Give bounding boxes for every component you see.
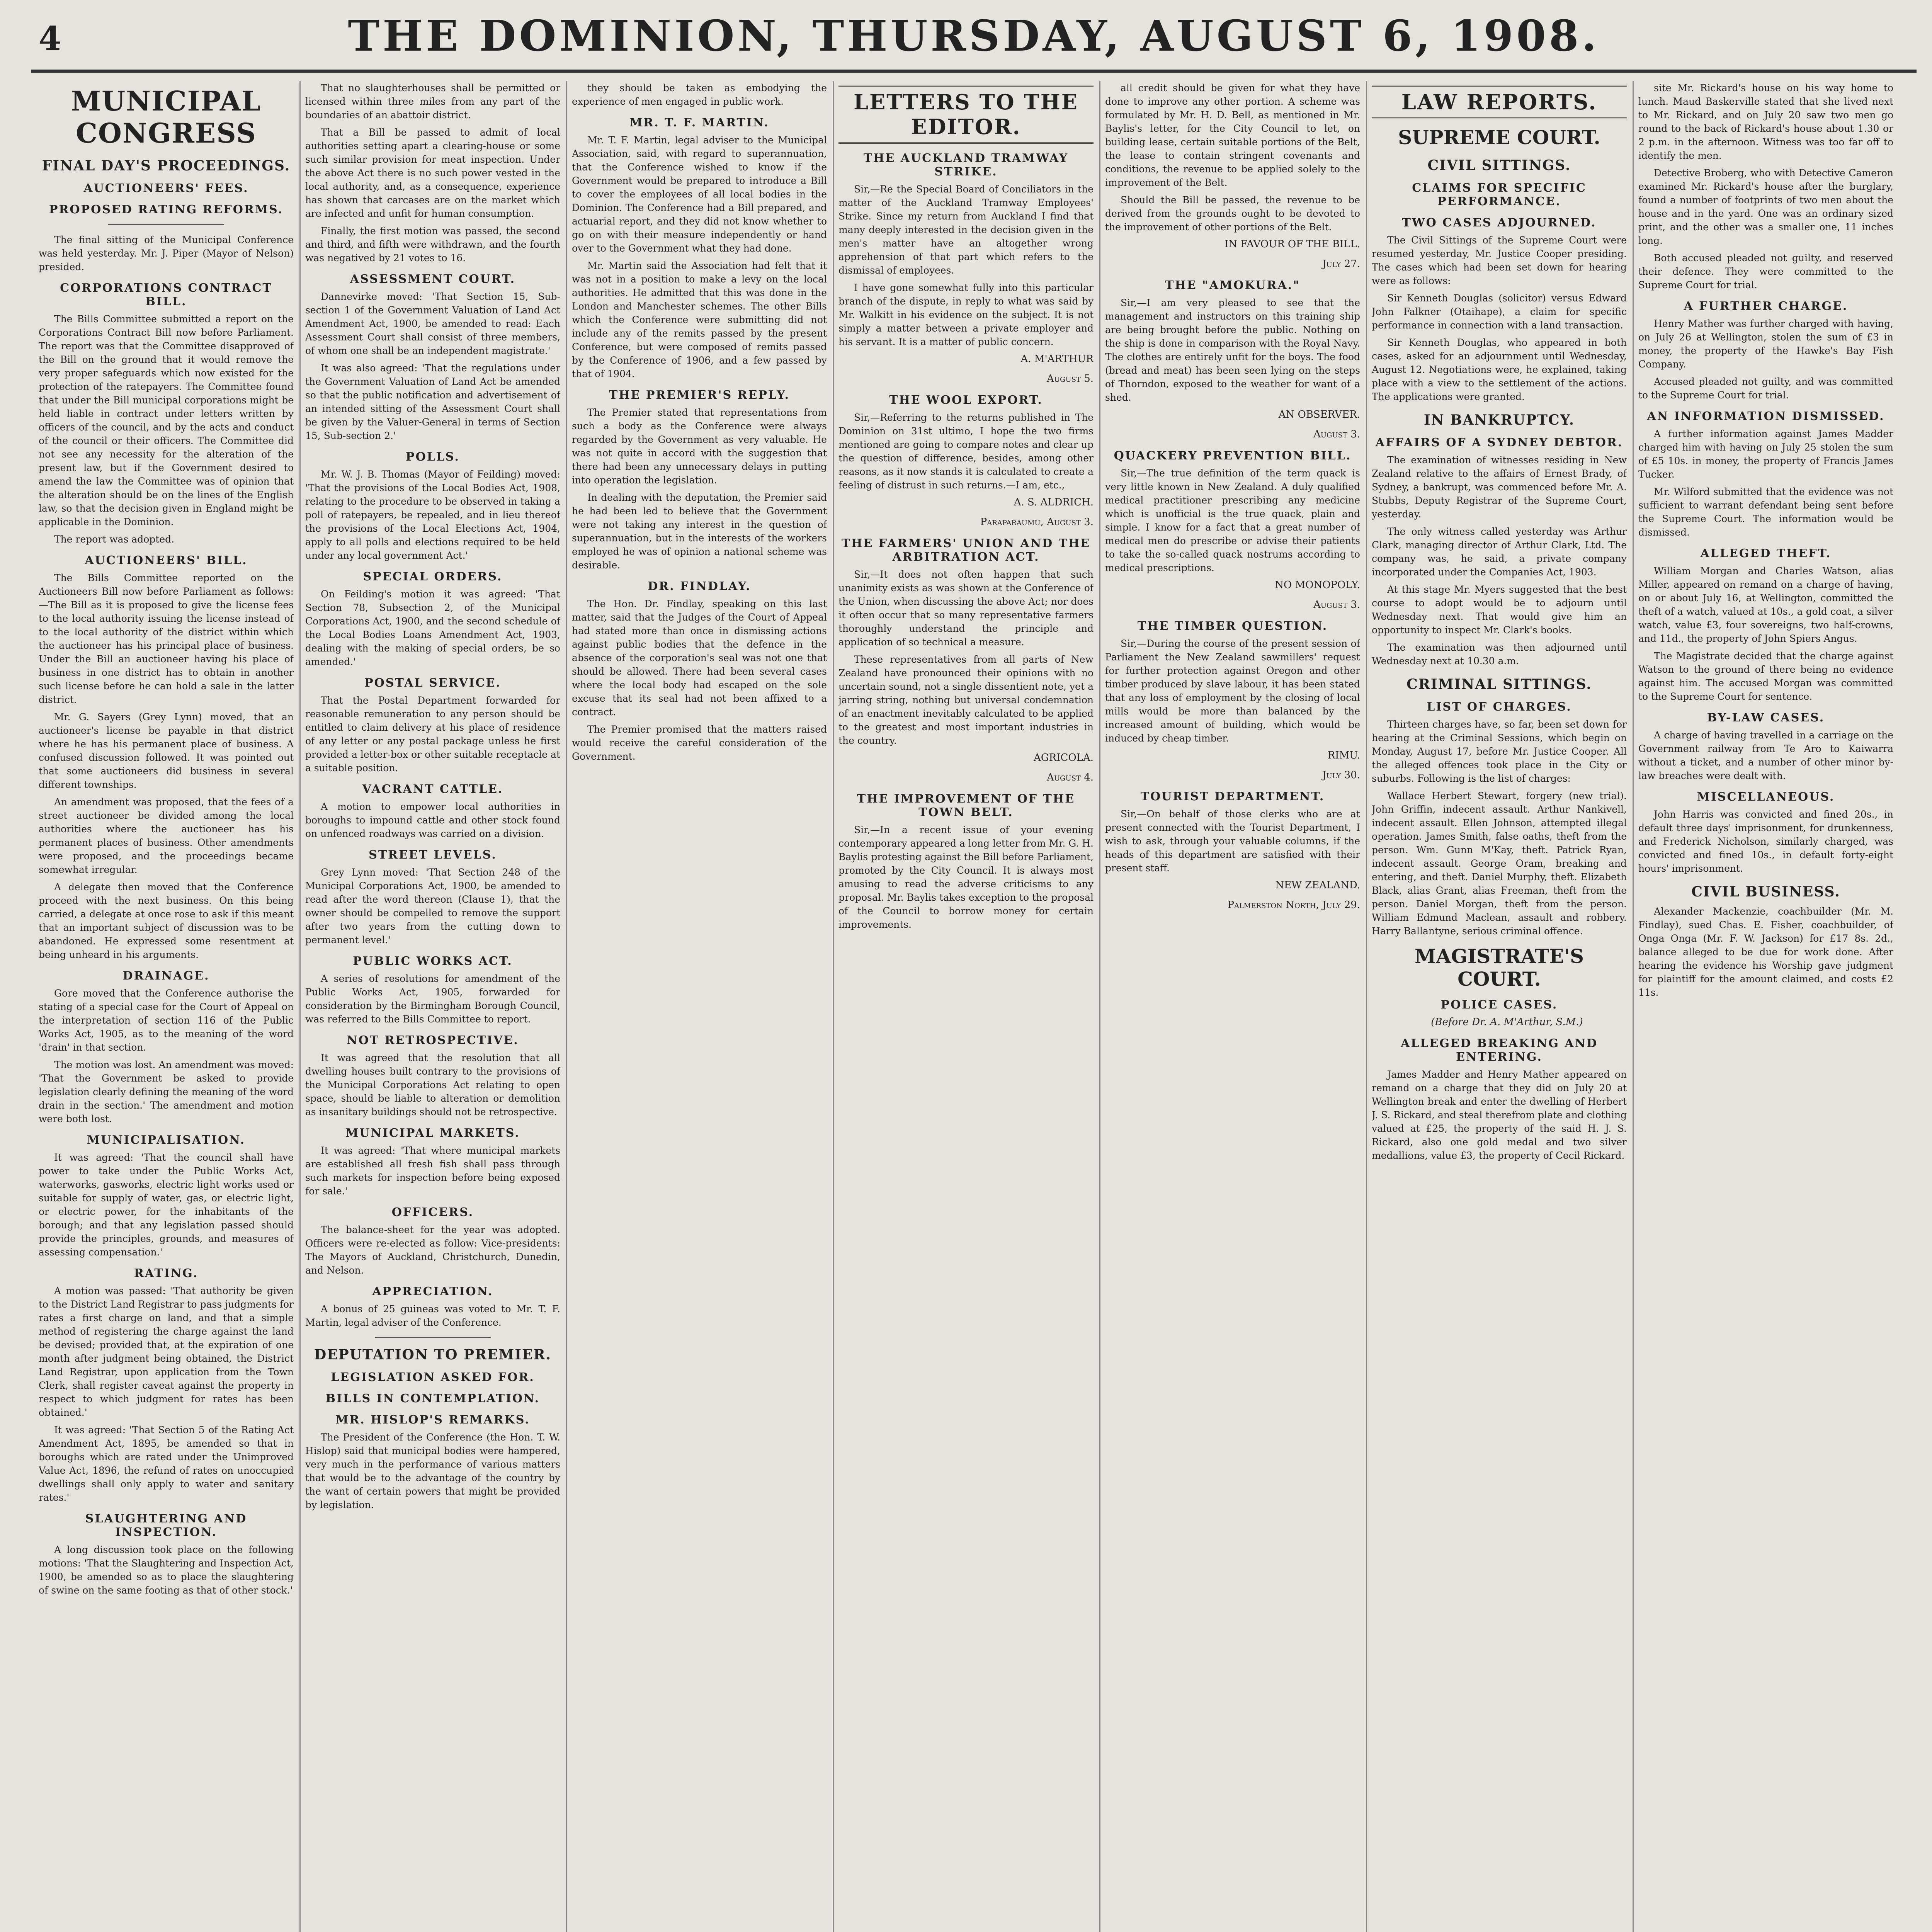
column-2 [305,81,560,1932]
page-number: 4 [39,19,61,58]
letter-signature: AGRICOLA. [1034,752,1094,764]
paragraph: It was agreed: 'That the council shall have power to take under the Public Works Act, waterworks, gasworks, electric light works used or suitable for supply of water, gas, or electric light, or electric power, for the inhabitants of the borough; and that any legislation passed should provide the principles, grounds, and measures of assessing compensation.' [39,1152,294,1258]
paragraph: Sir Kenneth Douglas (solicitor) versus Edward John Falkner (Otaihape), a claim for specific performance in connection with a land transaction. [1372,293,1627,331]
section-heading: APPRECIATION. [372,1285,493,1298]
section-heading: AUCTIONEERS' BILL. [85,554,248,567]
column-divider [1633,81,1634,1932]
masthead [31,4,1917,72]
paragraph: The President of the Conference (the Hon. T. W. Hislop) said that municipal bodies were hampered, very much in the performance of various matters that would be to the advantage of the country by the want of certain powers that might be provided by legislation. [305,1432,560,1510]
column-4 [838,81,1094,1932]
letter-date: August 5. [1047,373,1094,384]
paragraph: Mr. W. J. B. Thomas (Mayor of Feilding) moved: 'That the provisions of the Local Bodies Act, 1908, relating to the procedure to be observed in taking a poll of ratepayers, be repealed, and in lieu thereof the provisions of the Local Elections Act, 1904, apply to all polls and elections required to be held under any local government Act.' [305,469,560,561]
paragraph: The Magistrate decided that the charge against Watson to the ground of there being no evidence against him. The accused Morgan was committed to the Supreme Court for sentence. [1638,650,1893,702]
paragraph: The motion was lost. An amendment was moved: 'That the Government be asked to provide legislation clearly defining the meaning of the word drain in the section.' The amendment and motion were both lost. [39,1059,294,1124]
paragraph: A charge of having travelled in a carriage on the Government railway from Te Aro to Kaiwarra without a ticket, and a number of other minor by-law breaches were dealt with. [1638,730,1893,781]
paragraph: Sir,—It does not often happen that such unanimity exists as was shown at the Conference of the Union, when discussing the above Act; nor does it often occur that so many representative farmers thoroughly understand the principle and application of so technical a measure. [838,569,1094,648]
paragraph: John Harris was convicted and fined 20s., in default three days' imprisonment, for drunkenness, and Frederick Nicholson, similarly charged, was convicted and fined 10s., in default forty-eight hours' imprisonment. [1638,809,1893,874]
paragraph: Sir,—During the course of the present session of Parliament the New Zealand sawmillers' request for further protection against Oregon and other timber produced by slave labour, it has been stated that any loss of employment by the closing of local mills would be more than balanced by the increased amount of building, which would be induced by cheap timber. [1105,638,1360,744]
paragraph: The balance-sheet for the year was adopted. Officers were re-elected as follow: Vice-presidents: The Mayors of Auckland, Christchurch, Dunedin, and Nelson. [305,1224,560,1276]
letter-date: July 27. [1322,258,1360,270]
paragraph: The only witness called yesterday was Arthur Clark, managing director of Arthur Clark, Ltd. The company was, he said, a private company incorporated under the Companies Act, 1903. [1372,526,1627,578]
column-divider [566,81,567,1932]
section-heading: DRAINAGE. [122,969,210,983]
section-heading: RATING. [134,1267,199,1280]
paragraph: Both accused pleaded not guilty, and reserved their defence. They were committed to the Supreme Court for trial. [1638,252,1893,291]
paragraph: Mr. G. Sayers (Grey Lynn) moved, that an auctioneer's license be payable in that district where he has his permanent place of business. A confused discussion followed. It was pointed out that some auctioneers did business in several different townships. [39,711,294,790]
paragraph: The final sitting of the Municipal Conference was held yesterday. Mr. J. Piper (Mayor of Nelson) presided. [39,234,294,272]
section-heading: TWO CASES ADJOURNED. [1402,216,1597,230]
letter-heading: TOURIST DEPARTMENT. [1140,790,1325,803]
section-heading: OFFICERS. [391,1206,474,1219]
paragraph: Henry Mather was further charged with having, on July 26 at Wellington, stolen the sum of £3 in money, the property of the Hawke's Bay Fish Company. [1638,318,1893,370]
paragraph: Finally, the first motion was passed, the second and third, and fifth were withdrawn, and the fourth was negatived by 21 votes to 16. [305,225,560,264]
column-7 [1638,81,1893,1932]
paragraph: Sir,—Re the Special Board of Conciliators in the matter of the Auckland Tramway Employees' Strike. Since my return from Auckland I find that many deeply interested in the decision given in the men's matter have an altogether wrong apprehension of that part which refers to the dismissal of employees. [838,184,1094,276]
section-heading: LIST OF CHARGES. [1427,700,1572,714]
letter-date: August 4. [1047,772,1094,783]
section-heading: ALLEGED THEFT. [1700,547,1832,560]
divider [108,224,224,225]
section-heading: MISCELLANEOUS. [1697,790,1835,804]
section-heading: IN BANKRUPTCY. [1423,412,1575,428]
paragraph: On Feilding's motion it was agreed: 'That Section 78, Subsection 2, of the Municipal Corporations Act, 1900, and the second schedule of the Local Bodies Loans Amendment Act, 1903, dealing with the making of special orders, be so amended.' [305,588,560,667]
section-heading: SLAUGHTERING AND INSPECTION. [85,1512,247,1539]
letter-signature: AN OBSERVER. [1278,409,1360,420]
paragraph: they should be taken as embodying the experience of men engaged in public work. [572,82,827,107]
letter-heading: THE FARMERS' UNION AND THE ARBITRATION ACT. [841,537,1091,564]
paragraph: An amendment was proposed, that the fees of a street auctioneer be divided among the local authorities where the auctioneer has his permanent places of business. Other amendments were proposed, and the proceedings became somewhat irregular. [39,796,294,875]
paragraph: A further information against James Madder charged him with having on July 25 stolen the sum of £5 10s. in money, the property of Francis James Tucker. [1638,428,1893,480]
paragraph: The examination was then adjourned until Wednesday next at 10.30 a.m. [1372,642,1627,667]
paragraph: That no slaughterhouses shall be permitted or licensed within three miles from any part of the boundaries of an abattoir district. [305,82,560,121]
section-heading: PROPOSED RATING REFORMS. [49,203,284,216]
paragraph: The Hon. Dr. Findlay, speaking on this last matter, said that the Judges of the Court of Appeal had stated more than once in dismissing actions against public bodies that the defence in the absence of the corporation's seal was not one that should be allowed. There had been several cases where the local body had escaped on the sole excuse that its seal had not been affixed to a contract. [572,598,827,718]
paragraph: Sir,—I am very pleased to see that the management and instructors on this training ship are being brought before the public. Nothing on the ship is done in comparison with the Royal Navy. The clothes are entirely unfit for the boys. The food (bread and meat) has been seen lying on the steps of Thorndon, exposed to the weather for want of a shed. [1105,297,1360,403]
paragraph: In dealing with the deputation, the Premier said he had been led to believe that the Government were not taking any interest in the question of superannuation, but in the interests of the workers employed he was of opinion a national scheme was desirable. [572,492,827,571]
paragraph: That the Postal Department forwarded for reasonable remuneration to any person should be entitled to claim delivery at his place of residence of any letter or any postal package unless he first provided a letter-box or other suitable receptacle at a suitable position. [305,695,560,774]
letter-signature: A. S. ALDRICH. [1014,497,1094,508]
section-heading: CIVIL SITTINGS. [1427,157,1571,173]
paragraph: Sir,—On behalf of those clerks who are at present connected with the Tourist Department, I wish to ask, through your valuable columns, if the heads of this department are satisfied with their present staff. [1105,808,1360,874]
paragraph: James Madder and Henry Mather appeared on remand on a charge that they did on July 20 at Wellington break and enter the dwelling of Herbert J. S. Rickard, and steal therefrom plate and clothing valued at £25, the property of the said H. J. S. Rickard, also one gold medal and two silver medallions, value £3, the property of Cecil Rickard. [1372,1069,1627,1161]
letter-heading: THE AUCKLAND TRAMWAY STRIKE. [863,151,1069,179]
paragraph: Mr. T. F. Martin, legal adviser to the Municipal Association, said, with regard to superannuation, that the Conference wished to know if the Government would be prepared to introduce a Bill to cover the employees of all local bodies in the Dominion. The Conference had a Bill prepared, and actuarial report, and they did not know whether to go on with their measure independently or hand over to the Government what they had done. [572,134,827,254]
column-divider [1099,81,1100,1932]
paragraph: William Morgan and Charles Watson, alias Miller, appeared on remand on a charge of having, on or about July 16, at Wellington, committed the theft of a watch, valued at 10s., a gold coat, a silver watch, value £3, four sovereigns, two half-crowns, and 11d., the property of John Spiers Angus. [1638,565,1893,644]
letter-date: Palmerston North, July 29. [1227,899,1360,911]
article-subheading: DEPUTATION TO PREMIER. [314,1347,552,1363]
masthead-rule [31,72,1917,73]
section-heading: AFFAIRS OF A SYDNEY DEBTOR. [1375,436,1623,449]
section-heading: POSTAL SERVICE. [364,676,501,690]
section-heading: THE PREMIER'S REPLY. [609,388,790,402]
column-divider [833,81,834,1932]
magistrate-line: (Before Dr. A. M'Arthur, S.M.) [1431,1016,1583,1028]
section-heading: POLICE CASES. [1440,998,1558,1012]
paragraph: The Premier stated that representations from such a body as the Conference were always regarded by the Government as very valuable. He was not quite in accord with the suggestion that there had been any unnecessary delays in putting into operation the legislation. [572,407,827,486]
letter-heading: THE "AMOKURA." [1165,279,1300,292]
column-1 [39,81,294,1932]
letter-date: August 3. [1313,599,1360,611]
paragraph: These representatives from all parts of New Zealand have pronounced their opinions with no uncertain sound, not a single dissentient note, yet a jarring string, nothing but universal condemnation of an enactment inevitably calculated to be applied to the greatest and most important industries in the country. [838,654,1094,746]
paragraph: site Mr. Rickard's house on his way home to lunch. Maud Baskerville stated that she lived next to Mr. Rickard, and on July 20 saw two men go round to the back of Rickard's house about 1.30 or 2 p.m. in the afternoon. Witness was too far off to identify the men. [1638,82,1893,161]
section-heading: ALLEGED BREAKING AND ENTERING. [1400,1037,1598,1064]
paragraph: The report was adopted. [54,534,175,545]
section-heading: VACRANT CATTLE. [362,782,503,796]
paragraph: It was agreed that the resolution that all dwelling houses built contrary to the provisions of the Municipal Corporations Act relating to open space, should be liable to alteration or demolition as insanitary buildings should not be retrospective. [305,1052,560,1117]
section-heading: MUNICIPAL MARKETS. [345,1126,520,1140]
paragraph: I have gone somewhat fully into this particular branch of the dispute, in reply to what was said by Mr. Walkitt in his evidence on the subject. It is not simply a matter between a private employer and his servant. It is a matter of public concern. [838,282,1094,347]
letter-heading: THE TIMBER QUESTION. [1137,619,1328,633]
section-heading: CRIMINAL SITTINGS. [1406,676,1592,692]
letter-heading: QUACKERY PREVENTION BILL. [1114,449,1352,463]
paragraph: It was agreed: 'That where municipal markets are established all fresh fish shall pass through such markets for inspection before being exposed for sale.' [305,1145,560,1197]
section-heading: CORPORATIONS CONTRACT BILL. [60,281,272,308]
section-heading: MUNICIPALISATION. [87,1133,246,1147]
paragraph: Mr. Wilford submitted that the evidence was not sufficient to warrant defendant being sent before the Supreme Court. The information would be dismissed. [1638,486,1893,538]
section-heading: NOT RETROSPECTIVE. [347,1034,519,1047]
letters-heading: LETTERS TO THE EDITOR. [838,85,1094,144]
paragraph: Sir,—In a recent issue of your evening contemporary appeared a long letter from Mr. G. H. Baylis protesting against the Bill before Parliament, promoted by the City Council. It is always most amusing to read the adverse criticisms to any proposal. Mr. Baylis takes exception to the proposal of the Council to borrow money for certain improvements. [838,824,1094,930]
section-heading: SPECIAL ORDERS. [363,570,503,583]
paragraph: The Civil Sittings of the Supreme Court were resumed yesterday, Mr. Justice Cooper presiding. The cases which had been set down for hearing were as follows: [1372,235,1627,286]
divider [375,1337,491,1338]
law-reports-heading: LAW REPORTS. [1372,85,1627,119]
section-heading: AUCTIONEERS' FEES. [83,182,249,195]
section-heading: LEGISLATION ASKED FOR. [331,1371,535,1384]
article-subheading: FINAL DAY'S PROCEEDINGS. [42,158,291,174]
section-heading: ASSESSMENT COURT. [350,272,516,286]
paragraph: Should the Bill be passed, the revenue to be derived from the grounds ought to be devoted to the improvement of other portions of the Belt. [1105,194,1360,233]
section-heading: BILLS IN CONTEMPLATION. [325,1392,540,1405]
paragraph: Accused pleaded not guilty, and was committed to the Supreme Court for trial. [1638,376,1893,401]
paragraph: Sir,—Referring to the returns published in The Dominion on 31st ultimo, I hope the two firms mentioned are going to compare notes and clear up the question of difference, besides, among other reasons, as it now stands it is calculated to create a feeling of distrust in such returns.—I am, etc., [838,412,1094,491]
column-divider [299,81,301,1932]
paragraph: It was also agreed: 'That the regulations under the Government Valuation of Land Act be amended so that the public notification and advertisement of an intended sitting of the Assessment Court shall be given by the Valuer-General in terms of Section 15, Sub-section 2.' [305,362,560,441]
paragraph: A long discussion took place on the following motions: 'That the Slaughtering and Inspection Act, 1900, be amended so as to place the slaughtering of swine on the same footing as that of other stock.' [39,1544,294,1596]
paragraph: Sir,—The true definition of the term quack is very little known in New Zealand. A duly qualified medical practitioner prescribing any medicine which is unofficial is the true quack, plain and simple. I know for a fact that a great number of medical men do prescribe or advise their patients to take the so-called quack nostrums according to medical prescriptions. [1105,468,1360,573]
paragraph: A delegate then moved that the Conference proceed with the next business. On this being carried, a delegate at once rose to ask if this meant that an important subject of discussion was to be abandoned. He expressed some resentment at being unheard in his arguments. [39,881,294,960]
paragraph: It was agreed: 'That Section 5 of the Rating Act Amendment Act, 1895, be amended so that in boroughs which are rated under the Unimproved Value Act, 1896, the refund of rates on unoccupied dwellings shall only apply to water and sanitary rates.' [39,1424,294,1503]
section-heading: MR. T. F. MARTIN. [629,116,769,129]
paragraph: A motion to empower local authorities in boroughs to impound cattle and other stock found on unfenced roadways was carried on a division. [305,801,560,839]
paragraph: The Bills Committee reported on the Auctioneers Bill now before Parliament as follows:—The Bill as it is proposed to give the license fees to the local authority issuing the license instead of to the local authority of the district within which the auctioneer has his principal place of business. Under the Bill an auctioneer having his place of business in one district has to obtain in another such license before he can hold a sale in the latter district. [39,572,294,705]
paragraph: Alexander Mackenzie, coachbuilder (Mr. M. Findlay), sued Chas. E. Fisher, coachbuilder, of Onga Onga (Mr. F. W. Jackson) for £17 8s. 2d., balance alleged to be due for work done. After hearing the evidence his Worship gave judgment for plaintiff for the amount claimed, and costs £2 11s. [1638,906,1893,998]
letter-date: Paraparaumu, August 3. [980,516,1094,528]
column-divider [1366,81,1367,1932]
section-heading: POLLS. [406,450,460,464]
paragraph: A motion was passed: 'That authority be given to the District Land Registrar to pass judgments for rates a first charge on land, and that a simple method of registering the charge against the land be devised; provided that, at the expiration of one month after judgment being obtained, the District Land Registrar, upon application from the Town Clerk, shall register caveat against the property in respect to which judgment for rates has been obtained.' [39,1285,294,1418]
letter-heading: THE WOOL EXPORT. [889,393,1043,407]
column-6 [1372,81,1627,1932]
paragraph: Mr. Martin said the Association had felt that it was not in a position to make a levy on the local authorities. He admitted that this was done in the London and Manchester schemes. The other Bills which the Conference were submitting did not include any of the remits passed by the present Conference, but were composed of remits passed by the Conference of 1906, and a few passed by that of 1904. [572,260,827,379]
letter-signature: NO MONOPOLY. [1275,579,1360,591]
section-heading: A FURTHER CHARGE. [1684,299,1848,313]
letter-heading: THE IMPROVEMENT OF THE TOWN BELT. [857,792,1075,819]
paragraph: At this stage Mr. Myers suggested that the best course to adopt would be to adjourn until Wednesday next. That would give him an opportunity to inspect Mr. Clark's books. [1372,584,1627,636]
section-heading: STREET LEVELS. [369,848,497,862]
paragraph: Detective Broberg, who with Detective Cameron examined Mr. Rickard's house after the burglary, found a number of footprints of two men about the house and in the yard. One was an ordinary sized print, and the other was a smaller one, 11 inches long. [1638,167,1893,246]
paragraph: Wallace Herbert Stewart, forgery (new trial). John Griffin, indecent assault. Arthur Nankivell, indecent assault. Ellen Johnson, attempted illegal operation. James Smith, false oaths, theft from the person. Wm. Gunn M'Kay, theft. Patrick Ryan, indecent assault. George Oram, breaking and entering, and theft. Daniel Murphy, theft. Elizabeth Black, alias Grant, alias Freeman, theft from the person. Daniel Morgan, theft from the person. William Edmund Maclean, assault and robbery. Harry Ballantyne, serious criminal offence. [1372,790,1627,937]
court-heading: SUPREME COURT. [1398,126,1600,149]
paragraph: The examination of witnesses residing in New Zealand relative to the affairs of Ernest Brady, of Sydney, a bankrupt, was commenced before Mr. A. Stubbs, Deputy Registrar of the Supreme Court, yesterday. [1372,454,1627,520]
paragraph: Sir Kenneth Douglas, who appeared in both cases, asked for an adjournment until Wednesday, August 12. Negotiations were, he explained, taking place with a view to the settlement of the actions. The applications were granted. [1372,337,1627,402]
letter-signature: A. M'ARTHUR [1020,353,1094,365]
paragraph: The Bills Committee submitted a report on the Corporations Contract Bill now before Parliament. The report was that the Committee disapproved of the Bill on the ground that it would remove the very proper safeguards which now existed for the protection of the ratepayers. The Committee found that under the Bill municipal corporations might be held liable in contract under letters written by officers of the council, and by the acts and conduct of the council or their officers. The Committee did not see any necessity for the alteration of the present law, but if the Government desired to amend the law the Committee was of opinion that the alteration should be on the lines of the English law, so that the decision given in England might be applicable in the Dominion. [39,313,294,527]
letter-signature: RIMU. [1327,750,1360,761]
paragraph: Gore moved that the Conference authorise the stating of a special case for the Court of Appeal on the interpretation of section 116 of the Public Works Act, 1905, as to the meaning of the word 'drain' in that section. [39,988,294,1053]
paragraph: all credit should be given for what they have done to improve any other portion. A scheme was formulated by Mr. H. D. Bell, as mentioned in Mr. Baylis's letter, for the City Council to let, on building lease, certain suitable portions of the Belt, the lease to contain stringent covenants and conditions, the revenue to be applied solely to the improvement of the Belt. [1105,82,1360,188]
section-heading: DR. FINDLAY. [648,580,751,593]
letter-date: July 30. [1322,769,1360,781]
paragraph: A bonus of 25 guineas was voted to Mr. T. F. Martin, legal adviser of the Conference. [305,1303,560,1328]
letter-date: August 3. [1313,429,1360,440]
section-heading: CLAIMS FOR SPECIFIC PERFORMANCE. [1412,181,1587,208]
article-heading: MUNICIPAL CONGRESS [71,85,262,149]
letter-signature: IN FAVOUR OF THE BILL. [1225,238,1360,250]
section-heading: MR. HISLOP'S REMARKS. [335,1413,530,1427]
court-heading: MAGISTRATE'S COURT. [1415,945,1584,990]
paragraph: The Premier promised that the matters raised would receive the careful consideration of the Government. [572,724,827,762]
paragraph: Grey Lynn moved: 'That Section 248 of the Municipal Corporations Act, 1900, be amended to read after the word thereon (Clause 1), that the owner should be compelled to remove the support after two years from the cutting down to permanent level.' [305,867,560,946]
paragraph: A series of resolutions for amendment of the Public Works Act, 1905, forwarded for consideration by the Birmingham Borough Council, was referred to the Bills Committee to report. [305,973,560,1025]
newspaper-title: THE DOMINION, THURSDAY, AUGUST 6, 1908. [348,11,1600,61]
section-heading: BY-LAW CASES. [1707,711,1825,724]
column-5 [1105,81,1360,1932]
paragraph: Dannevirke moved: 'That Section 15, Sub-section 1 of the Government Valuation of Land Act Amendment Act, 1900, be amended to read: Each Assessment Court shall consist of three members, of whom one shall be an independent magistrate.' [305,291,560,356]
section-heading: PUBLIC WORKS ACT. [353,954,513,968]
section-heading: CIVIL BUSINESS. [1691,884,1840,900]
paragraph: That a Bill be passed to admit of local authorities setting apart a clearing-house or some such similar provision for meat inspection. Under the above Act there is no such power vested in the local authority, and, as a consequence, experience has shown that carcases are on the market which are infected and unfit for human consumption. [305,127,560,219]
letter-signature: NEW ZEALAND. [1275,879,1360,891]
column-3 [572,81,827,1932]
paragraph: Thirteen charges have, so far, been set down for hearing at the Criminal Sessions, which begin on Monday, August 17, before Mr. Justice Cooper. All the alleged offences took place in the City or suburbs. Following is the list of charges: [1372,719,1627,784]
section-heading: AN INFORMATION DISMISSED. [1647,410,1885,423]
